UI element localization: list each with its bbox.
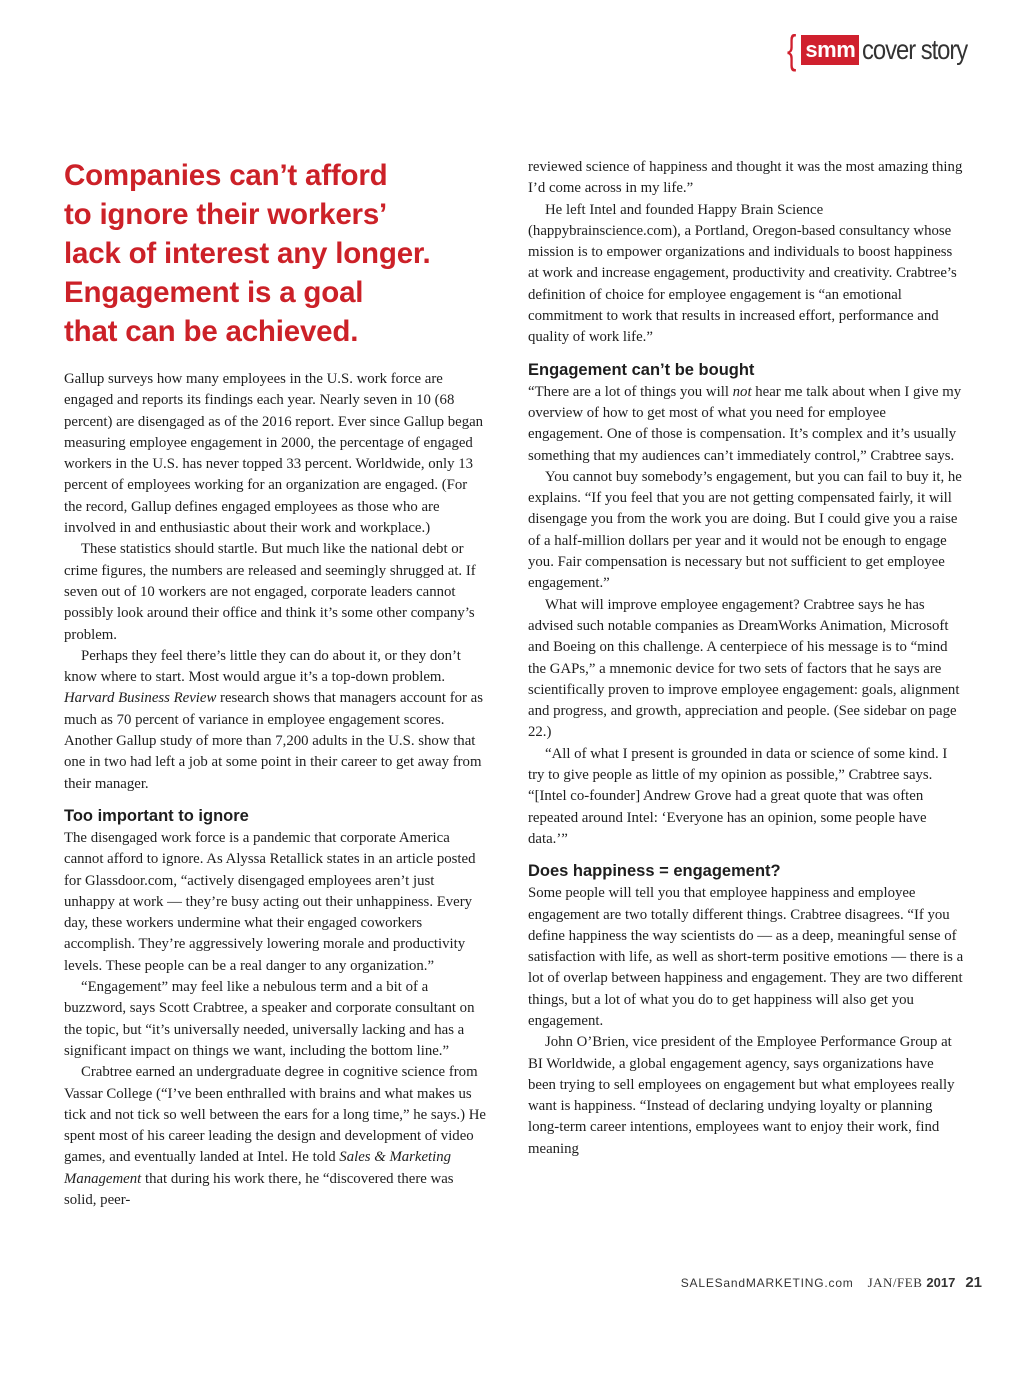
footer-year: 2017 <box>926 1275 956 1290</box>
paragraph: You cannot buy somebody’s engagement, but you can fail to buy it, he explains. “If you feel that you are not getting compensated fairly, it will disengage you from the work you are doing. But I could give you a raise of a half-million dollars per year and it would not be enough to engage you. Fair compensation is necessary but not sufficient to get employee engagement.” <box>528 468 962 592</box>
paragraph: Some people will tell you that employee happiness and employee engagement are two totally different things. Crabtree disagrees. “If you define happiness the way scientists do — as a deep, meaningful sense of satisfaction with life, as well as short-term positive emotions — there is a lot of overlap between happiness and engagement. They are two different things, but a lot of what you do to get happiness will also get you engagement. <box>528 885 964 1029</box>
footer-brand: SALESandMARKETING.com <box>680 1276 854 1290</box>
paragraph: These statistics should startle. But much like the national debt or crime figures, the numbers are released and seemingly shrugged at. If seven out of 10 workers are not engaged, corporate leaders cannot possibly look around their office and think it’s some other company’s problem. <box>64 541 476 643</box>
paragraph: Gallup surveys how many employees in the U.S. work force are engaged and reports its findings each year. Nearly seven in 10 (68 percent) are disengaged as of the 2016 report. Ever since Gallup began measuring employee engagement in 2000, the percentage of engaged workers in the U.S. has never topped 33 percent. Worldwide, only 13 percent of employees working for an organization are engaged. (For the record, Gallup defines engaged employees as those who are involved in and enthusiastic about their work and workplace.) <box>64 371 484 537</box>
brace-icon: { <box>787 28 797 72</box>
page-number: 21 <box>965 1274 982 1291</box>
paragraph: “There are a lot of things you will not hear me talk about when I give my overview of how to get most of what you need for employee engagement. One of those is compensation. It’s complex and it’s usually something that my audiences can’t immediately control,” Crabtree says. <box>528 383 962 464</box>
smm-logo: smm <box>801 35 859 65</box>
paragraph: The disengaged work force is a pandemic that corporate America cannot afford to ignore. As Alyssa Retallick states in an article posted for Glassdoor.com, “actively disengaged employees aren’t just unhappy at work — they’re busy acting out their unhappiness. Every day, these workers undermine what their engaged coworkers accomplish. They’re aggressively lowering morale and productivity levels. These people can be a real danger to any organization.” <box>64 829 476 974</box>
headline-line: lack of interest any longer. <box>64 237 431 270</box>
paragraph: What will improve employee engagement? Crabtree says he has advised such notable companies as DreamWorks Animation, Microsoft and Boeing on this challenge. A centerpiece of his message is to “mind the GAPs,” a mnemonic device for two sets of factors that he says are scientifically proven to improve employee engagement: goals, alignment and progress, and growth, appreciation and people. (See sidebar on page 22.) <box>528 596 960 741</box>
subhead-happiness-engagement: Does happiness = engagement? <box>528 862 781 881</box>
section-label: cover story <box>862 34 968 65</box>
left-column <box>64 150 488 1211</box>
page-footer <box>681 1274 982 1291</box>
footer-issue: JAN/FEB <box>867 1275 923 1290</box>
paragraph: He left Intel and founded Happy Brain Science (happybrainscience.com), a Portland, Oregon-based consultancy whose mission is to empower organizations and individuals to boost happiness at work and increase engagement, productivity and creativity. Crabtree’s definition of choice for employee engagement is “an emotional commitment to work that results in increased effort, performance and quality of work life.” <box>528 201 957 346</box>
paragraph: “Engagement” may feel like a nebulous term and a bit of a buzzword, says Scott Crabtree, a speaker and corporate consultant on the topic, but “it’s universally needed, universally lacking and has a significant impact on things we want, including the bottom line.” <box>64 979 475 1059</box>
paragraph: John O’Brien, vice president of the Employee Performance Group at BI Worldwide, a global engagement agency, says organizations have been trying to sell employees on engagement but what employees really want is happiness. “Instead of declaring undying loyalty or planning long-term career intentions, employees want to enjoy their work, find meaning <box>528 1034 955 1157</box>
paragraph: “All of what I present is grounded in data or science of some kind. I try to give people as little of my opinion as possible,” Crabtree says. “[Intel co-founder] Andrew Grove had a great quote that was often repeated around Intel: ‘Everyone has an opinion, some people have data.’” <box>528 745 948 847</box>
headline <box>64 156 488 351</box>
headline-line: Engagement is a goal <box>64 276 364 309</box>
right-column <box>528 157 964 1160</box>
paragraph: Crabtree earned an undergraduate degree in cognitive science from Vassar College (“I’ve been enthralled with brains and what makes us tick and not tick so well between the ears for a long time,” he says.) He spent most of his career leading the design and development of video games, and eventually landed at Intel. He told Sales & Marketing Management that during his work there, he “discovered there was solid, peer- <box>64 1064 486 1208</box>
paragraph: reviewed science of happiness and thought it was the most amazing thing I’d come across in my life.” <box>528 159 963 197</box>
headline-line: to ignore their workers’ <box>64 198 388 231</box>
subhead-cant-be-bought: Engagement can’t be bought <box>528 360 755 379</box>
subhead-too-important: Too important to ignore <box>64 806 249 825</box>
headline-line: that can be achieved. <box>64 315 359 348</box>
section-header <box>785 30 986 70</box>
headline-line: Companies can’t afford <box>64 159 388 192</box>
paragraph: Perhaps they feel there’s little they can do about it, or they don’t know where to start. Most would argue it’s a top-down problem. Harvard Business Review research shows that managers account for as much as 70 percent of variance in employee engagement scores. Another Gallup study of more than 7,200 adults in the U.S. show that one in two had left a job at some point in their career to get away from their manager. <box>64 647 483 792</box>
